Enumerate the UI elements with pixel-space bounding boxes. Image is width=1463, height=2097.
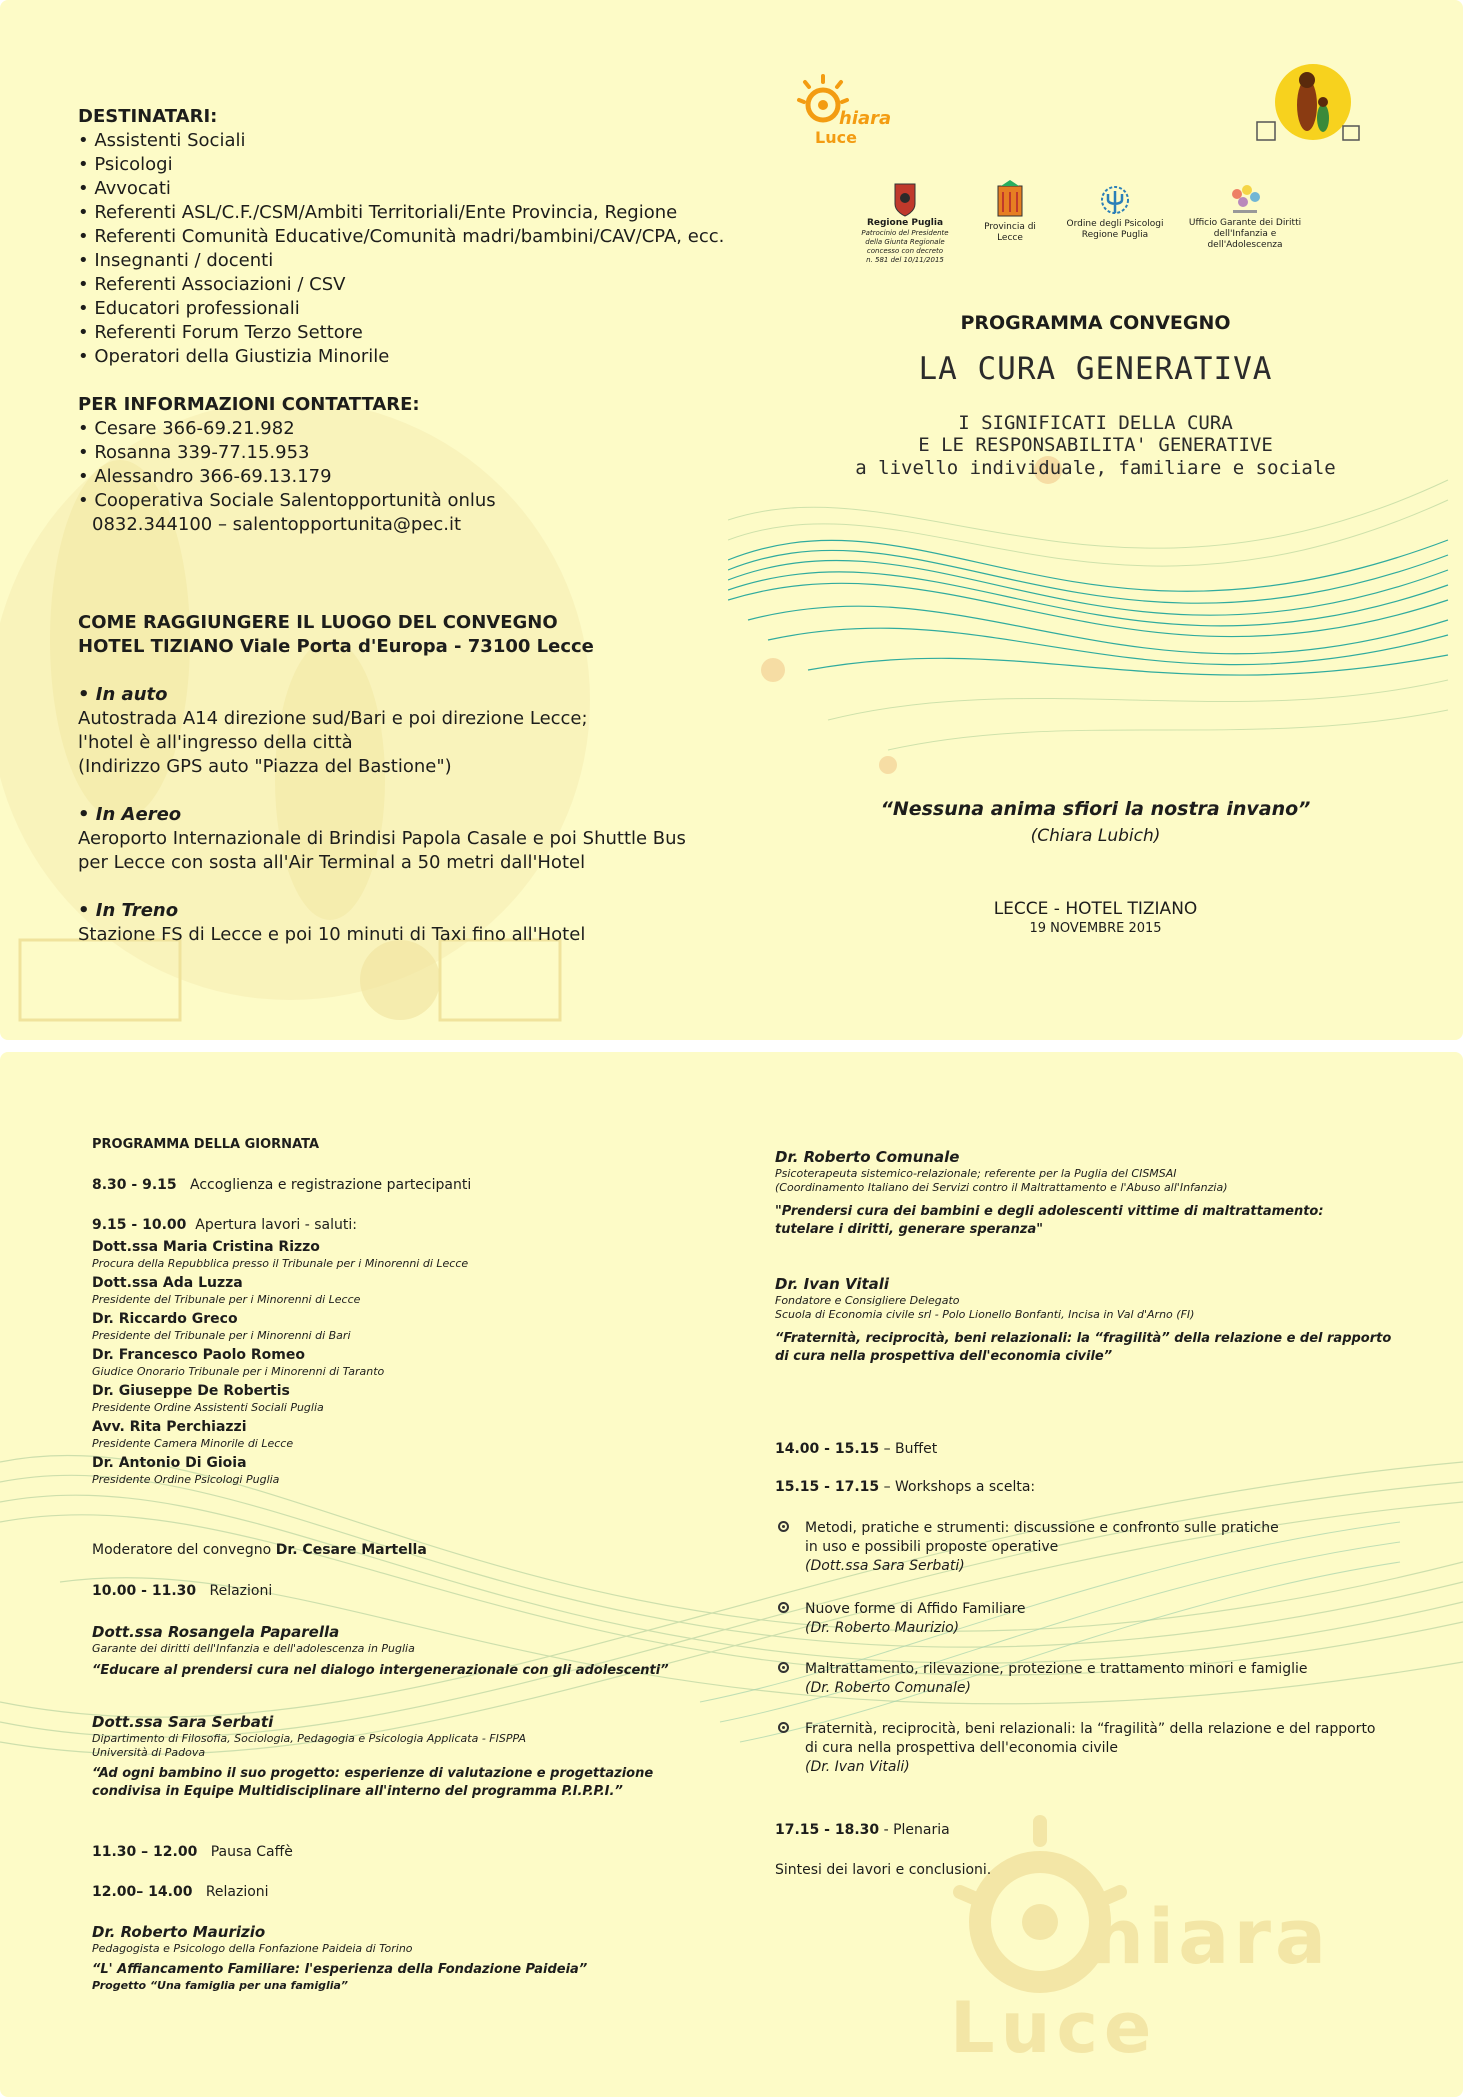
destinatari-title: DESTINATARI:: [78, 106, 218, 127]
schedule-row: 12.00– 14.00 Relazioni: [92, 1884, 269, 1900]
speaker-name: Avv. Rita Perchiazzi: [92, 1419, 247, 1435]
speaker-name: Dr. Riccardo Greco: [92, 1311, 238, 1327]
workshop-item: Maltrattamento, rilevazione, protezione e trattamento minori e famiglie (Dr. Roberto Comunale): [805, 1660, 1307, 1698]
patron-ordine-psicologi: Ordine degli Psicologi Regione Puglia: [1065, 185, 1165, 241]
speaker-role: Presidente del Tribunale per i Minorenni di Bari: [92, 1329, 351, 1342]
list-item: • Insegnanti / docenti: [78, 250, 274, 271]
schedule-row: 10.00 - 11.30 Relazioni: [92, 1583, 273, 1599]
speaker-role: Presidente Ordine Psicologi Puglia: [92, 1473, 280, 1486]
auto-directions: Autostrada A14 direzione sud/Bari e poi direzione Lecce; l'hotel è all'ingresso della città (Indirizzo GPS auto "Piazza del Bastione"): [78, 708, 588, 777]
workshop-item: Metodi, pratiche e strumenti: discussione e confronto sulle pratiche in uso e possibili proposte operative (Dott.ssa Sara Serbati): [805, 1519, 1279, 1576]
schedule-row: 14.00 - 15.15 – Buffet: [775, 1441, 938, 1457]
treno-directions: Stazione FS di Lecce e poi 10 minuti di Taxi fino all'Hotel: [78, 924, 586, 945]
list-item: • Educatori professionali: [78, 298, 300, 319]
speaker-role: Presidente Ordine Assistenti Sociali Puglia: [92, 1401, 324, 1414]
speaker-role: Presidente Camera Minorile di Lecce: [92, 1437, 294, 1450]
speaker-role: Presidente del Tribunale per i Minorenni di Lecce: [92, 1293, 361, 1306]
list-item: • Referenti Forum Terzo Settore: [78, 322, 363, 343]
speaker-name: Dott.ssa Ada Luzza: [92, 1275, 243, 1291]
watermark-text-bottom: Luce: [950, 1987, 1158, 2069]
list-item: • Operatori della Giustizia Minorile: [78, 346, 390, 367]
schedule-row: 17.15 - 18.30 - Plenaria: [775, 1822, 950, 1838]
main-title: LA CURA GENERATIVA: [918, 351, 1273, 387]
quote: “Nessuna anima sfiori la nostra invano”: [880, 798, 1311, 820]
list-item: • Assistenti Sociali: [78, 130, 246, 151]
schedule-row: 9.15 - 10.00 Apertura lavori - saluti:: [92, 1217, 357, 1233]
hotel-address: HOTEL TIZIANO Viale Porta d'Europa - 73100 Lecce: [78, 636, 594, 657]
treno-title: • In Treno: [78, 900, 179, 921]
speaker-name: Dr. Antonio Di Gioia: [92, 1455, 247, 1471]
patron-provincia-lecce: Provincia di Lecce: [970, 178, 1050, 244]
association-logo: [1255, 60, 1365, 145]
programme-panel: [0, 1052, 1463, 2097]
info-list: [78, 417, 496, 537]
garante-logo-icon: [1227, 182, 1263, 218]
closing-text: Sintesi dei lavori e conclusioni.: [775, 1862, 992, 1878]
schedule-row: 8.30 - 9.15 Accoglienza e registrazione partecipanti: [92, 1177, 472, 1193]
destinatari-list: [78, 129, 724, 369]
patron-regione-puglia: Regione Puglia Patrocinio del Presidente della Giunta Regionale concesso con decreto n. 581 del 10/11/2015: [855, 180, 955, 265]
speaker-name: Dr. Francesco Paolo Romeo: [92, 1347, 305, 1363]
regione-puglia-crest-icon: [892, 180, 918, 218]
cover-panel: [0, 0, 1463, 1040]
directions-title: COME RAGGIUNGERE IL LUOGO DEL CONVEGNO: [78, 612, 558, 633]
list-item: • Cesare 366-69.21.982: [78, 418, 295, 439]
bullet-icon: [778, 1662, 789, 1673]
talk-serbati: Dott.ssa Sara Serbati Dipartimento di Filosofia, Sociologia, Pedagogia e Psicologia Applicata - FISPPA Università di Padova “Ad ogni bambino il suo progetto: esperienze di valutazione e progettazione condivisa in Equipe Multidisciplinare all'interno del programma P.I.P.P.I.”: [92, 1713, 654, 1799]
talk-paparella: Dott.ssa Rosangela Paparella Garante dei diritti dell'Infanzia e dell'adolescenza in Puglia “Educare al prendersi cura nel dialogo intergenerazionale con gli adolescenti”: [92, 1623, 669, 1678]
list-item: • Psicologi: [78, 154, 173, 175]
bullet-icon: [778, 1602, 789, 1613]
talk-maurizio: Dr. Roberto Maurizio Pedagogista e Psicologo della Fonfazione Paideia di Torino “L' Affiancamento Familiare: l'esperienza della Fondazione Paideia” Progetto “Una famiglia per una famiglia”: [92, 1923, 588, 1992]
watermark-text-top: hiara: [1090, 1892, 1331, 1981]
workshop-item: Fraternità, reciprocità, beni relazionali: la “fragilità” della relazione e del rapporto di cura nella prospettiva dell'economia civile (Dr. Ivan Vitali): [805, 1720, 1376, 1777]
chiara-luce-logo: [795, 70, 915, 150]
quote-author: (Chiara Lubich): [1030, 826, 1161, 846]
bullet-icon: [778, 1722, 789, 1733]
speaker-name: Dr. Giuseppe De Robertis: [92, 1383, 290, 1399]
list-item: • Rosanna 339-77.15.953: [78, 442, 310, 463]
programme-title: PROGRAMMA DELLA GIORNATA: [92, 1137, 320, 1152]
list-item: 0832.344100 – salentopportunita@pec.it: [92, 514, 462, 535]
patron-ufficio-garante: Ufficio Garante dei Diritti dell'Infanzia e dell'Adolescenza: [1185, 182, 1305, 251]
subtitle-3: a livello individuale, familiare e sociale: [855, 457, 1336, 479]
psi-symbol-icon: [1100, 185, 1130, 219]
talk-vitali: Dr. Ivan Vitali Fondatore e Consigliere Delegato Scuola di Economia civile srl - Polo Lionello Bonfanti, Incisa in Val d'Arno (FI) “Fraternità, reciprocità, beni relazionali: la “fragilità” della relazione e del rapporto di cura nella prospettiva dell'economia civile”: [775, 1275, 1392, 1364]
venue: LECCE - HOTEL TIZIANO: [993, 899, 1198, 919]
list-item: • Referenti ASL/C.F./CSM/Ambiti Territoriali/Ente Provincia, Regione: [78, 202, 678, 223]
speaker-role: Giudice Onorario Tribunale per i Minorenni di Taranto: [92, 1365, 385, 1378]
speaker-role: Procura della Repubblica presso il Tribunale per i Minorenni di Lecce: [92, 1257, 469, 1270]
aereo-title: • In Aereo: [78, 804, 182, 825]
programma-label: PROGRAMMA CONVEGNO: [960, 312, 1231, 334]
logo-text-bottom: Luce: [815, 128, 857, 147]
moderator: Moderatore del convegno Dr. Cesare Martella: [92, 1542, 427, 1558]
talk-comunale: Dr. Roberto Comunale Psicoterapeuta sistemico-relazionale; referente per la Puglia del CISMSAI (Coordinamento Italiano dei Servizi contro il Maltrattamento e l'Abuso all'Infanzia) "Prendersi cura dei bambini e degli adolescenti vittime di maltrattamento: tutelare i diritti, generare speranza": [775, 1148, 1324, 1237]
greeters-list: [92, 1237, 692, 1487]
schedule-row: 11.30 – 12.00 Pausa Caffè: [92, 1844, 293, 1860]
workshop-item: Nuove forme di Affido Familiare (Dr. Roberto Maurizio): [805, 1600, 1026, 1638]
logo-text-top: hiara: [839, 108, 892, 129]
aereo-directions: Aeroporto Internazionale di Brindisi Papola Casale e poi Shuttle Bus per Lecce con sosta all'Air Terminal a 50 metri dall'Hotel: [78, 828, 686, 873]
provincia-lecce-crest-icon: [993, 178, 1027, 222]
subtitle-2: E LE RESPONSABILITA' GENERATIVE: [918, 434, 1273, 456]
schedule-row: 15.15 - 17.15 – Workshops a scelta:: [775, 1479, 1036, 1495]
info-title: PER INFORMAZIONI CONTATTARE:: [78, 394, 420, 415]
bullet-icon: [778, 1521, 789, 1532]
list-item: • Cooperativa Sociale Salentopportunità onlus: [78, 490, 496, 511]
list-item: • Avvocati: [78, 178, 171, 199]
subtitle-1: I SIGNIFICATI DELLA CURA: [958, 412, 1233, 434]
list-item: • Alessandro 366-69.13.179: [78, 466, 332, 487]
list-item: • Referenti Comunità Educative/Comunità madri/bambini/CAV/CPA, ecc.: [78, 226, 725, 247]
auto-title: • In auto: [78, 684, 168, 705]
watermark-logo: [930, 1812, 1450, 2092]
event-date: 19 NOVEMBRE 2015: [1029, 921, 1162, 936]
speaker-name: Dott.ssa Maria Cristina Rizzo: [92, 1239, 320, 1255]
list-item: • Referenti Associazioni / CSV: [78, 274, 346, 295]
